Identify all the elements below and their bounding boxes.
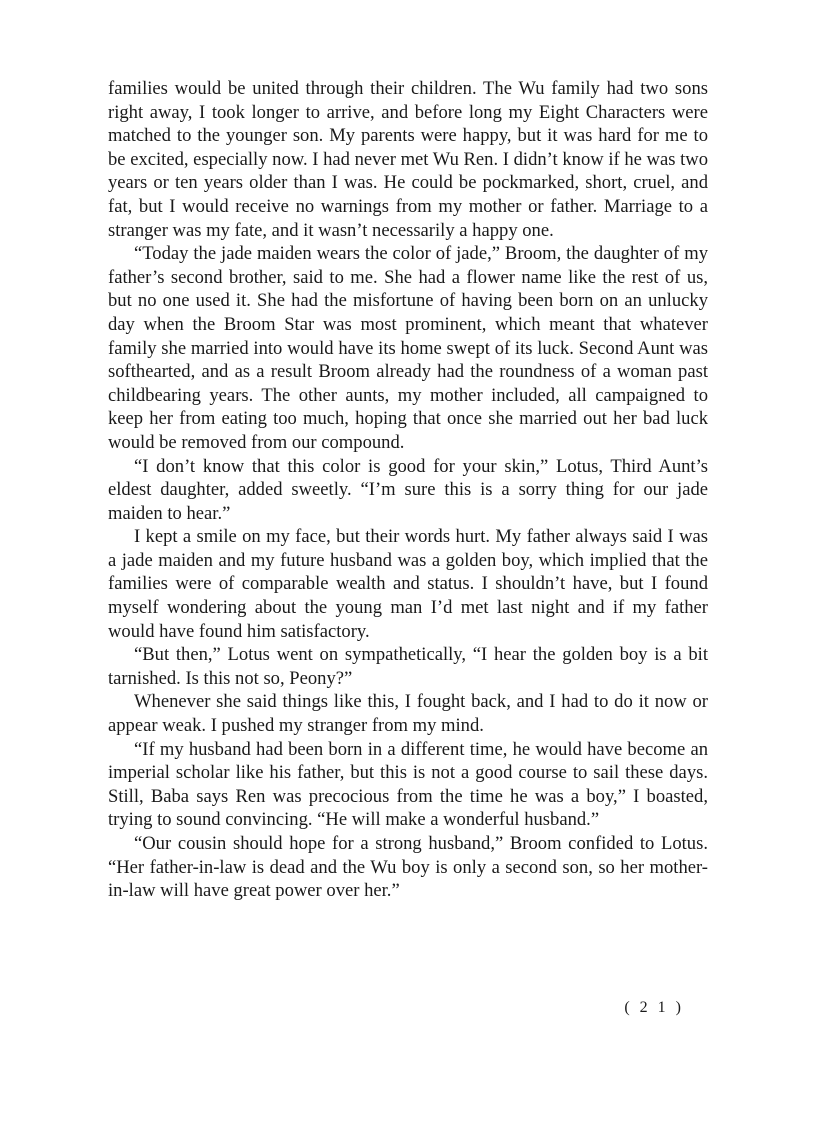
paragraph-strong-husband: “Our cousin should hope for a strong husband,” Broom confided to Lotus. “Her father-in-law is dead and the Wu boy is only a second son, so her mother-in-law will have great power over her.”	[108, 833, 708, 902]
paragraph-tarnished: “But then,” Lotus went on sympathetically, “I hear the golden boy is a bit tarnished. Is this not so, Peony?”	[108, 644, 708, 689]
paragraph-smile: I kept a smile on my face, but their words hurt. My father always said I was a jade maiden and my future husband was a golden boy, which implied that the families were of comparable wealth and status. I shouldn’t have, but I found myself wondering about the young man I’d met last night and if my father would have found him satisfactory.	[108, 526, 708, 642]
paragraph-fought-back: Whenever she said things like this, I fought back, and I had to do it now or appear weak. I pushed my stranger from my mind.	[108, 691, 708, 737]
body-text	[108, 77, 708, 903]
page-number: ( 2 1 )	[624, 999, 684, 1016]
paragraph-lotus-color: “I don’t know that this color is good for your skin,” Lotus, Third Aunt’s eldest daughter, added sweetly. “I’m sure this is a sorry thing for our jade maiden to hear.”	[108, 455, 708, 524]
paragraph-husband-scholar: “If my husband had been born in a different time, he would have become an imperial scholar like his father, but this is not a good course to sail these days. Still, Baba says Ren was precocious from the time he was a boy,” I boasted, trying to sound convincing. “He will make a wonderful husband.”	[108, 738, 708, 831]
paragraph-continuation: families would be united through their children. The Wu family had two sons right away, I took longer to arrive, and before long my Eight Characters were matched to the younger son. My parents were happy, but it was hard for me to be excited, especially now. I had never met Wu Ren. I didn’t know if he was two years or ten years older than I was. He could be pockmarked, short, cruel, and fat, but I would receive no warnings from my mother or father. Marriage to a stranger was my fate, and it wasn’t necessarily a happy one.	[108, 78, 708, 241]
paragraph-broom-jade: “Today the jade maiden wears the color of jade,” Broom, the daughter of my father’s second brother, said to me. She had a flower name like the rest of us, but no one used it. She had the misfortune of having been born on an unlucky day when the Broom Star was most prominent, which meant that whatever family she married into would have its home swept of its luck. Second Aunt was softhearted, and as a result Broom already had the roundness of a woman past childbearing years. The other aunts, my mother included, all campaigned to keep her from eating too much, hoping that once she married out her bad luck would be removed from our compound.	[108, 243, 708, 453]
